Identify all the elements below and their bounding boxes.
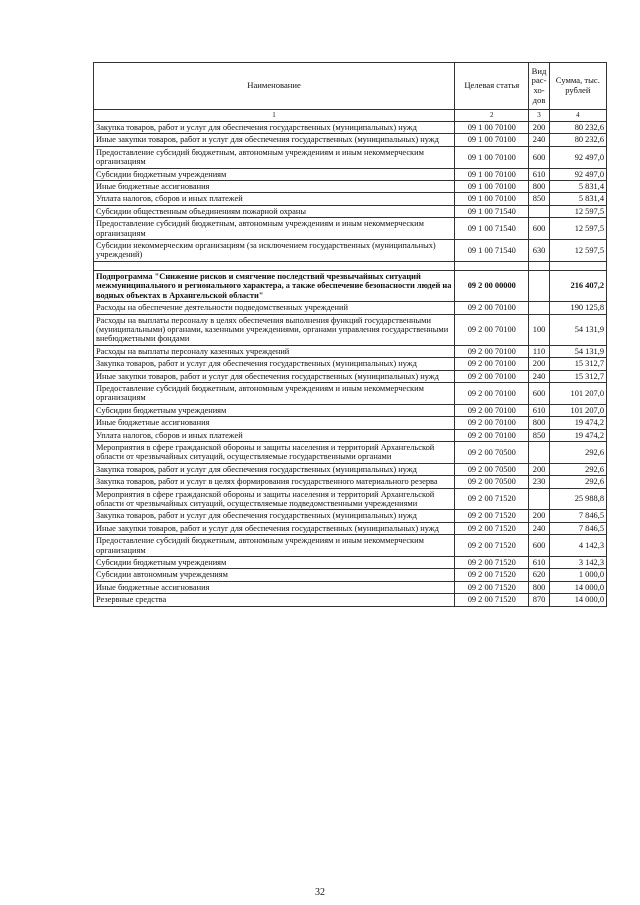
table-row <box>94 488 607 510</box>
table-row <box>94 122 607 134</box>
row-type: 800 <box>529 181 549 193</box>
row-code: 09 2 00 71520 <box>455 581 529 593</box>
row-code: 09 2 00 70100 <box>455 345 529 357</box>
row-code: 09 1 00 70100 <box>455 122 529 134</box>
table-row <box>94 270 607 301</box>
row-code: 09 2 00 70100 <box>455 358 529 370</box>
table-row <box>94 358 607 370</box>
row-name: Иные закупки товаров, работ и услуг для обеспечения государственных (муниципальных) нужд <box>94 522 455 534</box>
row-code: 09 2 00 71520 <box>455 522 529 534</box>
row-sum: 80 232,6 <box>549 134 606 146</box>
header-number: 4 <box>549 110 606 122</box>
row-code: 09 1 00 71540 <box>455 205 529 217</box>
row-code: 09 2 00 70100 <box>455 404 529 416</box>
row-code: 09 1 00 70100 <box>455 181 529 193</box>
table-row <box>94 314 607 345</box>
row-sum: 216 407,2 <box>549 270 606 301</box>
row-code: 09 2 00 70500 <box>455 476 529 488</box>
table-row <box>94 146 607 168</box>
row-type: 800 <box>529 581 549 593</box>
row-code: 09 2 00 71520 <box>455 510 529 522</box>
table-row <box>94 134 607 146</box>
row-name: Предоставление субсидий бюджетным, автономным учреждениям и иным некоммерческим организациям <box>94 218 455 240</box>
row-sum: 12 597,5 <box>549 218 606 240</box>
header-number: 2 <box>455 110 529 122</box>
row-name: Мероприятия в сфере гражданской обороны и защиты населения и территорий Архангельской области от чрезвычайных ситуаций, осуществляемые государственными органами <box>94 441 455 463</box>
row-sum: 292,6 <box>549 441 606 463</box>
row-name: Иные закупки товаров, работ и услуг для обеспечения государственных (муниципальных) нужд <box>94 134 455 146</box>
row-code: 09 1 00 70100 <box>455 193 529 205</box>
header-sum: Сумма, тыс. рублей <box>549 63 606 110</box>
table-row <box>94 429 607 441</box>
row-code: 09 2 00 71520 <box>455 488 529 510</box>
row-sum: 3 142,3 <box>549 557 606 569</box>
row-code: 09 2 00 71520 <box>455 594 529 606</box>
row-name: Закупка товаров, работ и услуг для обеспечения государственных (муниципальных) нужд <box>94 510 455 522</box>
row-sum: 292,6 <box>549 476 606 488</box>
table-row <box>94 557 607 569</box>
row-name: Субсидии бюджетным учреждениям <box>94 557 455 569</box>
table-row <box>94 218 607 240</box>
row-name: Субсидии автономным учреждениям <box>94 569 455 581</box>
row-type: 100 <box>529 314 549 345</box>
row-type: 200 <box>529 122 549 134</box>
row-sum: 101 207,0 <box>549 404 606 416</box>
table-header-numbers <box>94 110 607 122</box>
row-code: 09 1 00 71540 <box>455 218 529 240</box>
table-row <box>94 382 607 404</box>
row-type: 240 <box>529 370 549 382</box>
budget-table <box>93 62 607 607</box>
row-name: Закупка товаров, работ и услуг для обеспечения государственных (муниципальных) нужд <box>94 122 455 134</box>
row-code: 09 2 00 70500 <box>455 441 529 463</box>
row-sum: 7 846,5 <box>549 510 606 522</box>
table-row <box>94 463 607 475</box>
row-sum: 19 474,2 <box>549 429 606 441</box>
row-code: 09 1 00 70100 <box>455 168 529 180</box>
row-sum: 5 831,4 <box>549 193 606 205</box>
header-code: Целевая статья <box>455 63 529 110</box>
row-code: 09 1 00 70100 <box>455 146 529 168</box>
row-sum: 25 988,8 <box>549 488 606 510</box>
row-type <box>529 302 549 314</box>
table-row <box>94 302 607 314</box>
table-header-row <box>94 63 607 110</box>
row-name: Расходы на обеспечение деятельности подведомственных учреждений <box>94 302 455 314</box>
row-type: 850 <box>529 193 549 205</box>
row-code: 09 2 00 70100 <box>455 429 529 441</box>
row-name: Мероприятия в сфере гражданской обороны и защиты населения и территорий Архангельской области от чрезвычайных ситуаций, осуществляемые подведомственными учреждениями <box>94 488 455 510</box>
table-row <box>94 205 607 217</box>
row-name: Иные бюджетные ассигнования <box>94 181 455 193</box>
row-name: Подпрограмма "Снижение рисков и смягчение последствий чрезвычайных ситуаций межмуниципального и регионального характера, а также обеспечение безопасности людей на водных объектах в Архангельской области" <box>94 270 455 301</box>
row-type: 850 <box>529 429 549 441</box>
row-name: Иные закупки товаров, работ и услуг для обеспечения государственных (муниципальных) нужд <box>94 370 455 382</box>
row-type: 240 <box>529 522 549 534</box>
row-code: 09 2 00 70100 <box>455 302 529 314</box>
row-sum: 14 000,0 <box>549 594 606 606</box>
header-number: 3 <box>529 110 549 122</box>
row-sum: 292,6 <box>549 463 606 475</box>
row-type: 200 <box>529 463 549 475</box>
row-code: 09 2 00 71520 <box>455 557 529 569</box>
page-number: 32 <box>315 887 325 898</box>
table-body <box>94 122 607 607</box>
table-row <box>94 370 607 382</box>
table-row <box>94 345 607 357</box>
row-type <box>529 488 549 510</box>
row-sum: 101 207,0 <box>549 382 606 404</box>
row-name: Закупка товаров, работ и услуг для обеспечения государственных (муниципальных) нужд <box>94 358 455 370</box>
table-row <box>94 594 607 606</box>
row-code: 09 2 00 00000 <box>455 270 529 301</box>
row-type: 620 <box>529 569 549 581</box>
row-code: 09 2 00 70100 <box>455 314 529 345</box>
row-sum: 4 142,3 <box>549 535 606 557</box>
row-sum: 190 125,8 <box>549 302 606 314</box>
table-row <box>94 168 607 180</box>
spacer-row <box>94 261 607 270</box>
row-type: 240 <box>529 134 549 146</box>
row-sum: 92 497,0 <box>549 146 606 168</box>
row-name: Закупка товаров, работ и услуг в целях формирования государственного материального резерва <box>94 476 455 488</box>
row-sum: 14 000,0 <box>549 581 606 593</box>
row-name: Предоставление субсидий бюджетным, автономным учреждениям и иным некоммерческим организациям <box>94 382 455 404</box>
row-code: 09 2 00 71520 <box>455 535 529 557</box>
row-sum: 12 597,5 <box>549 205 606 217</box>
row-name: Резервные средства <box>94 594 455 606</box>
row-name: Расходы на выплаты персоналу казенных учреждений <box>94 345 455 357</box>
table-row <box>94 522 607 534</box>
row-type <box>529 441 549 463</box>
table-row <box>94 181 607 193</box>
row-type: 610 <box>529 557 549 569</box>
row-name: Закупка товаров, работ и услуг для обеспечения государственных (муниципальных) нужд <box>94 463 455 475</box>
row-name: Субсидии бюджетным учреждениям <box>94 168 455 180</box>
row-code: 09 2 00 70100 <box>455 417 529 429</box>
row-sum: 7 846,5 <box>549 522 606 534</box>
row-code: 09 2 00 70500 <box>455 463 529 475</box>
empty-cell <box>94 261 455 270</box>
table-row <box>94 535 607 557</box>
table-row <box>94 193 607 205</box>
row-sum: 5 831,4 <box>549 181 606 193</box>
row-sum: 54 131,9 <box>549 345 606 357</box>
header-number: 1 <box>94 110 455 122</box>
table-row <box>94 240 607 262</box>
row-name: Субсидии бюджетным учреждениям <box>94 404 455 416</box>
empty-cell <box>529 261 549 270</box>
row-type: 200 <box>529 358 549 370</box>
row-type: 600 <box>529 535 549 557</box>
row-name: Расходы на выплаты персоналу в целях обеспечения выполнения функций государственными (муниципальными) органами, казенными учреждениями, органами управления государственными внебюджетными фондами <box>94 314 455 345</box>
table-row <box>94 569 607 581</box>
row-code: 09 1 00 70100 <box>455 134 529 146</box>
row-code: 09 2 00 71520 <box>455 569 529 581</box>
row-type: 600 <box>529 218 549 240</box>
row-name: Иные бюджетные ассигнования <box>94 417 455 429</box>
header-name: Наименование <box>94 63 455 110</box>
row-name: Предоставление субсидий бюджетным, автономным учреждениям и иным некоммерческим организациям <box>94 535 455 557</box>
row-code: 09 2 00 70100 <box>455 370 529 382</box>
table-row <box>94 510 607 522</box>
row-name: Иные бюджетные ассигнования <box>94 581 455 593</box>
row-type: 600 <box>529 382 549 404</box>
header-type: Вид рас- хо- дов <box>529 63 549 110</box>
row-code: 09 2 00 70100 <box>455 382 529 404</box>
empty-cell <box>455 261 529 270</box>
row-sum: 12 597,5 <box>549 240 606 262</box>
row-type <box>529 270 549 301</box>
table-row <box>94 404 607 416</box>
row-name: Предоставление субсидий бюджетным, автономным учреждениям и иным некоммерческим организациям <box>94 146 455 168</box>
row-type: 870 <box>529 594 549 606</box>
table-row <box>94 476 607 488</box>
row-code: 09 1 00 71540 <box>455 240 529 262</box>
row-name: Субсидии некоммерческим организациям (за исключением государственных (муниципальных) учреждений) <box>94 240 455 262</box>
row-sum: 92 497,0 <box>549 168 606 180</box>
row-type <box>529 205 549 217</box>
row-type: 230 <box>529 476 549 488</box>
row-type: 110 <box>529 345 549 357</box>
row-type: 600 <box>529 146 549 168</box>
row-type: 630 <box>529 240 549 262</box>
row-sum: 19 474,2 <box>549 417 606 429</box>
table-row <box>94 417 607 429</box>
empty-cell <box>549 261 606 270</box>
row-name: Уплата налогов, сборов и иных платежей <box>94 193 455 205</box>
row-sum: 1 000,0 <box>549 569 606 581</box>
row-sum: 54 131,9 <box>549 314 606 345</box>
row-sum: 15 312,7 <box>549 370 606 382</box>
row-type: 800 <box>529 417 549 429</box>
row-sum: 15 312,7 <box>549 358 606 370</box>
row-type: 200 <box>529 510 549 522</box>
row-name: Уплата налогов, сборов и иных платежей <box>94 429 455 441</box>
row-name: Субсидии общественным объединениям пожарной охраны <box>94 205 455 217</box>
row-type: 610 <box>529 168 549 180</box>
row-type: 610 <box>529 404 549 416</box>
table-row <box>94 441 607 463</box>
row-sum: 80 232,6 <box>549 122 606 134</box>
table-row <box>94 581 607 593</box>
